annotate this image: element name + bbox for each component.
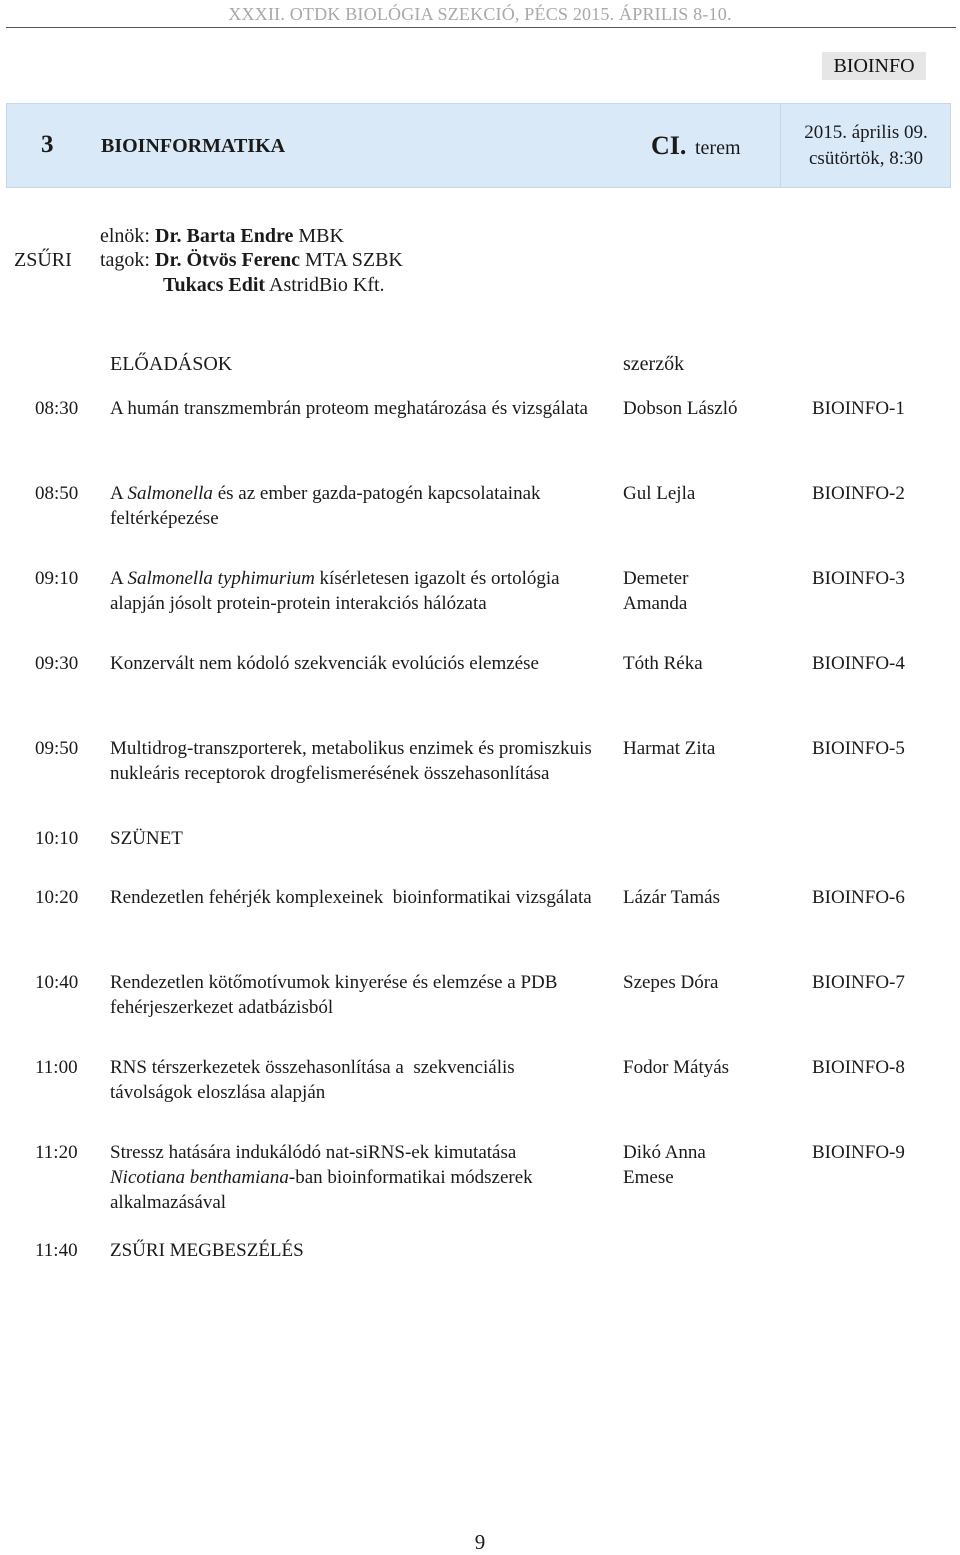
section-title: BIOINFORMATIKA bbox=[101, 135, 286, 157]
talk-title-species: Salmonella bbox=[127, 483, 213, 504]
talk-author: Harmat Zita bbox=[623, 738, 716, 759]
talk-title-text: Multidrog-transzporterek, metabolikus enzimek és promiszkuis nukleáris receptorok drogfelismerésének összehasonlítása bbox=[110, 738, 592, 784]
talk-title bbox=[110, 651, 550, 676]
talk-title bbox=[110, 481, 600, 531]
section-tag: BIOINFO bbox=[822, 52, 926, 80]
talk-title-text: Stressz hatására indukálódó nat-siRNS-ek kimutatása bbox=[110, 1142, 517, 1163]
talk-time: 11:20 bbox=[35, 1142, 78, 1163]
talk-title-text: -ban bioinformatikai módszerek alkalmazásával bbox=[110, 1167, 533, 1213]
talk-code: BIOINFO-8 bbox=[812, 1057, 905, 1078]
session-date-line2: csütörtök, 8:30 bbox=[809, 148, 923, 169]
talk-author: Lázár Tamás bbox=[623, 887, 720, 908]
talk-time: 09:30 bbox=[35, 653, 79, 674]
talk-author: Dikó Anna Emese bbox=[623, 1142, 706, 1188]
talk-title-text: Rendezetlen kötőmotívumok kinyerése és elemzése a PDB fehérjeszerkezet adatbázisból bbox=[110, 972, 558, 1018]
talk-code: BIOINFO-1 bbox=[812, 398, 905, 419]
talk-time: 10:40 bbox=[35, 972, 79, 993]
talk-title-text: RNS térszerkezetek összehasonlítása a szekvenciális távolságok eloszlása alapján bbox=[110, 1057, 520, 1103]
talk-code: BIOINFO-4 bbox=[812, 653, 905, 674]
running-header: XXXII. OTDK BIOLÓGIA SZEKCIÓ, PÉCS 2015. ÁPRILIS 8-10. bbox=[228, 4, 732, 24]
talk-title-text: és az ember gazda-patogén kapcsolatainak feltérképezése bbox=[110, 483, 541, 529]
talk-code: BIOINFO-5 bbox=[812, 738, 905, 759]
jury-chair-affiliation: MBK bbox=[298, 225, 344, 247]
jury-member-affiliation: MTA SZBK bbox=[304, 249, 403, 271]
talk-title-text: kísérletesen igazolt és ortológia alapján jósolt protein-protein interakciós hálózata bbox=[110, 568, 560, 614]
jury-members-prefix: tagok: bbox=[100, 249, 150, 271]
talks-column-header: ELŐADÁSOK bbox=[110, 353, 233, 375]
talk-title-species: Nicotiana benthamiana bbox=[110, 1167, 289, 1188]
talk-author: Szepes Dóra bbox=[623, 972, 719, 993]
talk-time: 10:20 bbox=[35, 887, 79, 908]
jury-chair-name: Dr. Barta Endre bbox=[155, 225, 294, 247]
talk-title bbox=[110, 1055, 600, 1105]
talk-code: BIOINFO-6 bbox=[812, 887, 905, 908]
talk-title bbox=[110, 566, 570, 616]
closing-label: ZSŰRI MEGBESZÉLÉS bbox=[110, 1240, 304, 1261]
talk-author: Demeter Amanda bbox=[623, 568, 689, 614]
talk-title bbox=[110, 1140, 590, 1215]
talk-title bbox=[110, 736, 600, 786]
session-date bbox=[781, 120, 951, 172]
talk-author: Dobson László bbox=[623, 398, 738, 419]
talk-time: 08:50 bbox=[35, 483, 79, 504]
talk-author: Gul Lejla bbox=[623, 483, 696, 504]
jury-member-name: Tukacs Edit bbox=[163, 274, 266, 296]
talk-title-text: A humán transzmembrán proteom meghatározása és vizsgálata bbox=[110, 398, 588, 419]
talk-time: 09:10 bbox=[35, 568, 79, 589]
page-number: 9 bbox=[474, 1530, 486, 1554]
talk-author: Fodor Mátyás bbox=[623, 1057, 730, 1078]
header-rule bbox=[6, 27, 956, 28]
talk-title-text: A bbox=[110, 483, 128, 504]
talk-time: 08:30 bbox=[35, 398, 79, 419]
talk-title bbox=[110, 970, 600, 1020]
room-code: CI. bbox=[651, 131, 687, 160]
talk-title-text: A bbox=[110, 568, 128, 589]
jury-member-2 bbox=[163, 274, 385, 297]
talk-title-species: Salmonella typhimurium bbox=[127, 568, 315, 589]
jury-member-affiliation: AstridBio Kft. bbox=[269, 274, 385, 296]
talk-time: 11:00 bbox=[35, 1057, 78, 1078]
session-date-line1: 2015. április 09. bbox=[804, 122, 928, 143]
talk-title bbox=[110, 885, 600, 910]
jury-chair-prefix: elnök: bbox=[100, 225, 150, 247]
jury-members bbox=[100, 249, 403, 272]
talk-time: 09:50 bbox=[35, 738, 79, 759]
jury-chair bbox=[100, 225, 344, 248]
jury-label: ZSŰRI bbox=[14, 249, 72, 271]
break-label: SZÜNET bbox=[110, 828, 183, 849]
authors-column-header: szerzők bbox=[623, 353, 685, 375]
talk-code: BIOINFO-2 bbox=[812, 483, 905, 504]
section-banner bbox=[6, 103, 951, 188]
talk-code: BIOINFO-9 bbox=[812, 1142, 905, 1163]
talk-title bbox=[110, 396, 600, 421]
room-label: terem bbox=[695, 137, 741, 159]
talk-code: BIOINFO-3 bbox=[812, 568, 905, 589]
talk-author: Tóth Réka bbox=[623, 653, 703, 674]
talk-title-text: Rendezetlen fehérjék komplexeinek bioinformatikai vizsgálata bbox=[110, 887, 592, 908]
jury-member-name: Dr. Ötvös Ferenc bbox=[155, 249, 300, 271]
talk-code: BIOINFO-7 bbox=[812, 972, 905, 993]
closing-time: 11:40 bbox=[35, 1240, 78, 1261]
section-number: 3 bbox=[41, 131, 54, 158]
talk-title-text: Konzervált nem kódoló szekvenciák evolúciós elemzése bbox=[110, 653, 539, 674]
break-time: 10:10 bbox=[35, 828, 79, 849]
